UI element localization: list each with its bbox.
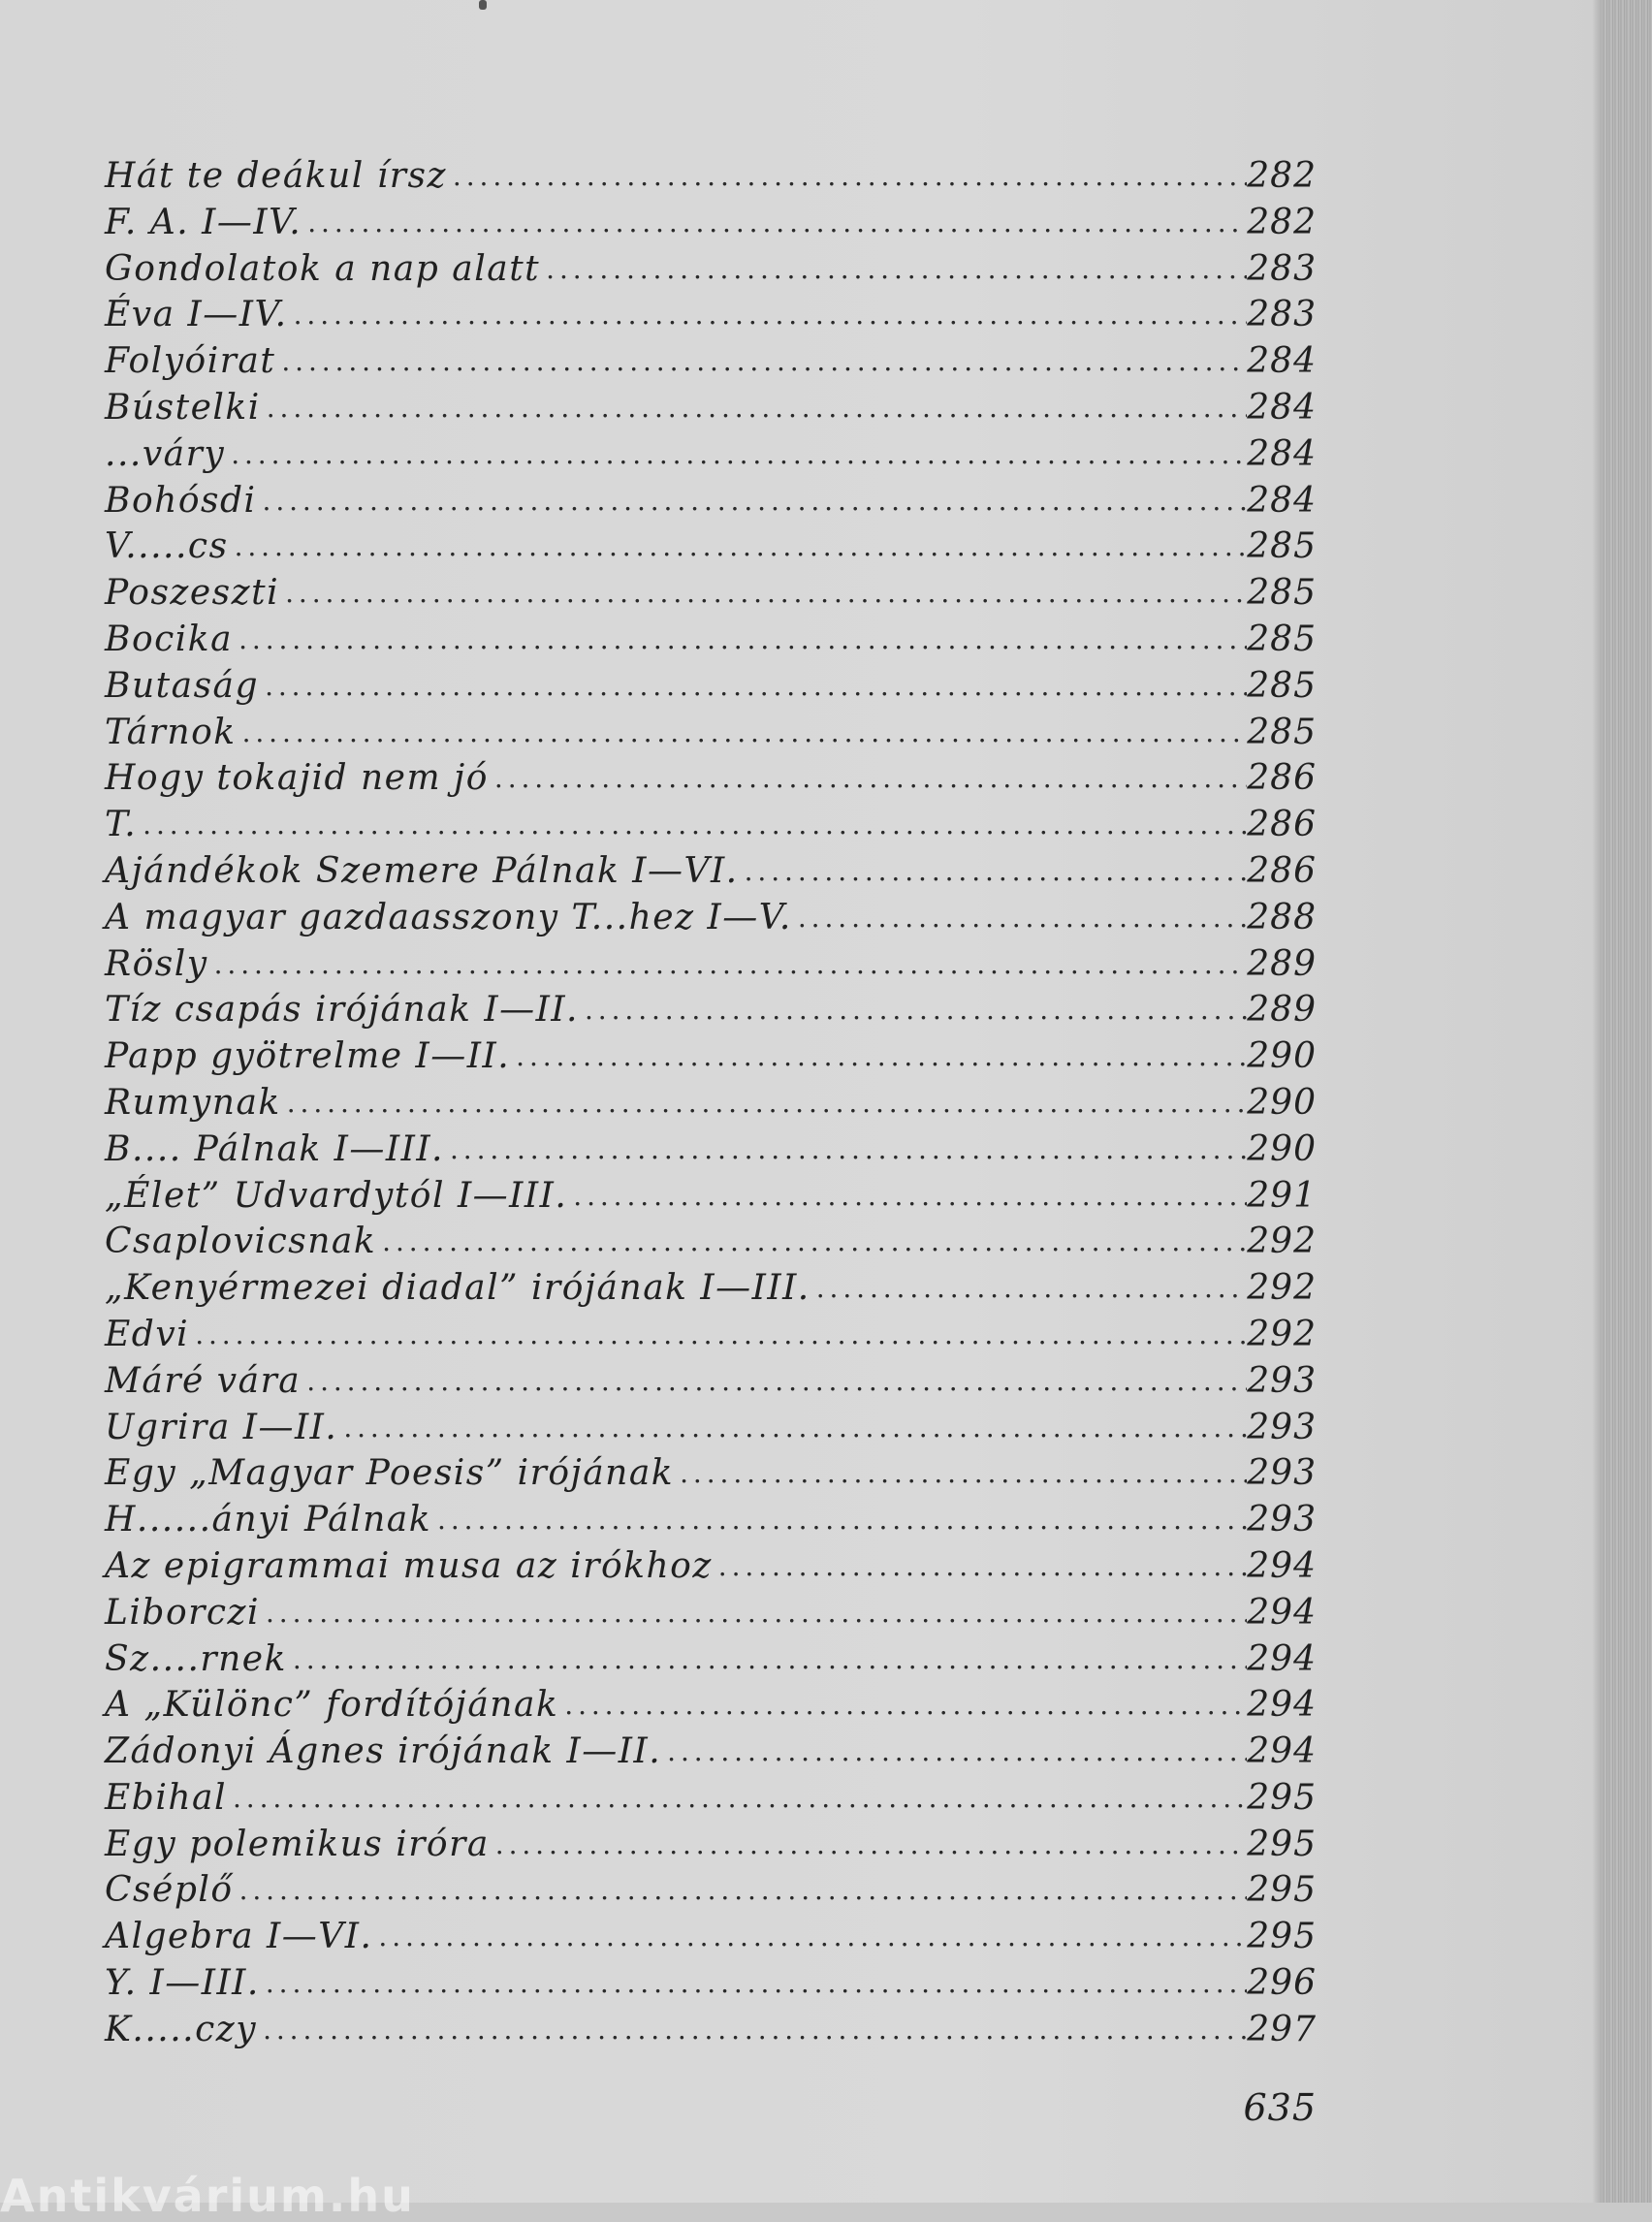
dot-leader — [306, 1358, 1247, 1405]
entry-page-number: 282 — [1247, 156, 1317, 196]
toc-entry — [105, 1080, 1317, 1127]
page-number-folio: 635 — [1243, 2086, 1317, 2129]
dot-leader — [287, 1080, 1247, 1127]
entry-title: Zádonyi Ágnes irójának I—II. — [105, 1731, 662, 1772]
entry-page-number: 285 — [1247, 619, 1317, 659]
entry-page-number: 291 — [1247, 1175, 1317, 1216]
toc-entry — [105, 246, 1317, 293]
entry-title: Az epigrammai musa az irókhoz — [105, 1545, 713, 1586]
dot-leader — [285, 570, 1247, 617]
entry-page-number: 289 — [1247, 943, 1317, 984]
entry-page-number: 294 — [1247, 1731, 1317, 1772]
entry-page-number: 295 — [1247, 1870, 1317, 1911]
dot-leader — [453, 153, 1247, 200]
entry-title: Bohósdi — [105, 480, 257, 521]
toc-entry — [105, 802, 1317, 848]
entry-page-number: 285 — [1247, 712, 1317, 752]
dot-leader — [680, 1450, 1247, 1497]
toc-entry — [105, 570, 1317, 617]
dot-leader — [293, 1636, 1247, 1683]
entry-title: Y. I—III. — [105, 1963, 260, 2004]
entry-page-number: 285 — [1247, 526, 1317, 567]
entry-title: Máré vára — [105, 1360, 302, 1401]
entry-page-number: 286 — [1247, 805, 1317, 845]
dot-leader — [494, 755, 1247, 802]
entry-title: Egy „Magyar Poesis” irójának — [105, 1453, 675, 1494]
toc-entry — [105, 524, 1317, 570]
dot-leader — [667, 1729, 1247, 1775]
toc-entry — [105, 848, 1317, 895]
toc-entry — [105, 663, 1317, 710]
dot-leader — [495, 1822, 1247, 1868]
dot-leader — [546, 246, 1247, 293]
dot-leader — [745, 848, 1247, 895]
entry-title: B.... Pálnak I—III. — [105, 1128, 444, 1169]
entry-page-number: 292 — [1247, 1314, 1317, 1354]
entry-page-number: 293 — [1247, 1453, 1317, 1494]
dot-leader — [143, 802, 1247, 848]
entry-page-number: 294 — [1247, 1545, 1317, 1586]
dot-leader — [239, 1867, 1247, 1914]
entry-title: Tárnok — [105, 712, 237, 752]
dot-leader — [564, 1682, 1247, 1729]
entry-title: Gondolatok a nap alatt — [105, 248, 541, 289]
dot-leader — [266, 1960, 1247, 2007]
entry-title: Liborczi — [105, 1592, 260, 1633]
dot-leader — [718, 1543, 1247, 1590]
entry-title: T. — [105, 805, 138, 845]
entry-title: F. A. I—IV. — [105, 202, 302, 242]
watermark: Antikvárium.hu — [0, 2170, 415, 2222]
toc-entry — [105, 1960, 1317, 2007]
entry-page-number: 286 — [1247, 758, 1317, 799]
toc-entry — [105, 385, 1317, 431]
dot-leader — [798, 895, 1247, 941]
dot-leader — [516, 1033, 1247, 1080]
dot-leader — [195, 1312, 1247, 1358]
entry-page-number: 290 — [1247, 1036, 1317, 1077]
entry-page-number: 293 — [1247, 1500, 1317, 1540]
toc-entry — [105, 338, 1317, 385]
entry-title: Poszeszti — [105, 573, 280, 614]
toc-entry — [105, 1775, 1317, 1822]
dot-leader — [382, 1219, 1247, 1265]
entry-title: Papp gyötrelme I—II. — [105, 1036, 511, 1077]
entry-title: „Élet” Udvardytól I—III. — [105, 1175, 568, 1216]
entry-title: Ugrira I—II. — [105, 1407, 338, 1447]
dot-leader — [263, 2007, 1247, 2053]
dot-leader — [378, 1914, 1247, 1960]
toc-entry — [105, 153, 1317, 200]
entry-title: Egy polemikus iróra — [105, 1824, 490, 1864]
entry-title: V.....cs — [105, 526, 229, 567]
dot-leader — [343, 1405, 1247, 1451]
entry-page-number: 282 — [1247, 202, 1317, 242]
entry-title: Edvi — [105, 1314, 190, 1354]
entry-page-number: 294 — [1247, 1592, 1317, 1633]
entry-title: Algebra I—VI. — [105, 1917, 373, 1957]
dot-leader — [437, 1497, 1247, 1543]
dot-leader — [573, 1173, 1247, 1220]
entry-page-number: 284 — [1247, 433, 1317, 474]
toc-entry — [105, 1729, 1317, 1775]
toc-entry — [105, 1312, 1317, 1358]
dot-leader — [235, 524, 1247, 570]
toc-entry — [105, 1590, 1317, 1636]
toc-entry — [105, 617, 1317, 663]
entry-title: A „Különc” fordítójának — [105, 1685, 559, 1726]
entry-title: Tíz csapás irójának I—II. — [105, 990, 579, 1031]
entry-title: Rumynak — [105, 1082, 281, 1123]
entry-page-number: 295 — [1247, 1777, 1317, 1818]
dot-leader — [585, 987, 1247, 1033]
toc-entry — [105, 895, 1317, 941]
dot-leader — [242, 710, 1247, 756]
toc-entry — [105, 1914, 1317, 1960]
entry-title: „Kenyérmezei diadal” irójának I—III. — [105, 1268, 810, 1309]
entry-page-number: 283 — [1247, 248, 1317, 289]
toc-entry — [105, 478, 1317, 524]
entry-page-number: 292 — [1247, 1222, 1317, 1262]
toc-entry — [105, 1543, 1317, 1590]
toc-entry — [105, 1682, 1317, 1729]
entry-page-number: 289 — [1247, 990, 1317, 1031]
toc-entry — [105, 1450, 1317, 1497]
dot-leader — [233, 1775, 1247, 1822]
toc-entry — [105, 1358, 1317, 1405]
dot-leader — [238, 617, 1247, 663]
entry-page-number: 293 — [1247, 1407, 1317, 1447]
entry-page-number: 290 — [1247, 1082, 1317, 1123]
toc-entry — [105, 1127, 1317, 1173]
dot-leader — [450, 1127, 1247, 1173]
toc-entry — [105, 2007, 1317, 2053]
entry-title: K.....czy — [105, 2009, 258, 2049]
entry-page-number: 294 — [1247, 1638, 1317, 1679]
entry-title: Éva I—IV. — [105, 295, 288, 335]
toc-entry — [105, 1497, 1317, 1543]
toc-entry — [105, 1173, 1317, 1220]
toc-entry — [105, 1265, 1317, 1312]
entry-page-number: 292 — [1247, 1268, 1317, 1309]
toc-entry — [105, 1822, 1317, 1868]
toc-entry — [105, 1867, 1317, 1914]
toc-entry — [105, 1219, 1317, 1265]
entry-page-number: 295 — [1247, 1917, 1317, 1957]
entry-title: A magyar gazdaasszony T...hez I—V. — [105, 897, 792, 937]
toc-entry — [105, 200, 1317, 246]
entry-title: ...váry — [105, 433, 226, 474]
entry-page-number: 286 — [1247, 850, 1317, 891]
entry-title: Cséplő — [105, 1870, 234, 1911]
dot-leader — [265, 663, 1247, 710]
toc-entry — [105, 1033, 1317, 1080]
entry-title: Hát te deákul írsz — [105, 156, 447, 196]
entry-page-number: 285 — [1247, 573, 1317, 614]
dot-leader — [231, 431, 1247, 478]
entry-page-number: 296 — [1247, 1963, 1317, 2004]
toc-entry — [105, 1636, 1317, 1683]
entry-title: Rösly — [105, 943, 208, 984]
entry-page-number: 288 — [1247, 897, 1317, 937]
entry-page-number: 290 — [1247, 1128, 1317, 1169]
entry-page-number: 283 — [1247, 295, 1317, 335]
entry-title: Butaság — [105, 665, 260, 706]
toc-entry — [105, 941, 1317, 988]
toc-entry — [105, 1405, 1317, 1451]
entry-page-number: 295 — [1247, 1824, 1317, 1864]
entry-page-number: 285 — [1247, 665, 1317, 706]
dot-leader — [267, 385, 1247, 431]
entry-title: Ajándékok Szemere Pálnak I—VI. — [105, 850, 739, 891]
toc-entry — [105, 292, 1317, 338]
entry-title: Folyóirat — [105, 341, 276, 382]
page-edge-stack — [1602, 0, 1652, 2203]
entry-page-number: 297 — [1247, 2009, 1317, 2049]
dot-leader — [281, 338, 1247, 385]
dot-leader — [307, 200, 1247, 246]
entry-page-number: 294 — [1247, 1685, 1317, 1726]
toc-entry — [105, 987, 1317, 1033]
entry-page-number: 284 — [1247, 480, 1317, 521]
toc-entry — [105, 755, 1317, 802]
entry-title: H......ányi Pálnak — [105, 1500, 432, 1540]
entry-title: Bocika — [105, 619, 234, 659]
dot-leader — [294, 292, 1247, 338]
entry-title: Bústelki — [105, 387, 261, 428]
toc-entry — [105, 710, 1317, 756]
entry-title: Csaplovicsnak — [105, 1222, 377, 1262]
dot-leader — [816, 1265, 1247, 1312]
entry-page-number: 284 — [1247, 387, 1317, 428]
ink-speck — [479, 0, 487, 10]
dot-leader — [263, 478, 1247, 524]
toc-entry — [105, 431, 1317, 478]
dot-leader — [266, 1590, 1247, 1636]
dot-leader — [214, 941, 1247, 988]
entry-page-number: 284 — [1247, 341, 1317, 382]
entry-title: Sz....rnek — [105, 1638, 287, 1679]
entry-page-number: 293 — [1247, 1360, 1317, 1401]
table-of-contents — [105, 153, 1317, 2053]
entry-title: Hogy tokajid nem jó — [105, 758, 489, 799]
entry-title: Ebihal — [105, 1777, 227, 1818]
